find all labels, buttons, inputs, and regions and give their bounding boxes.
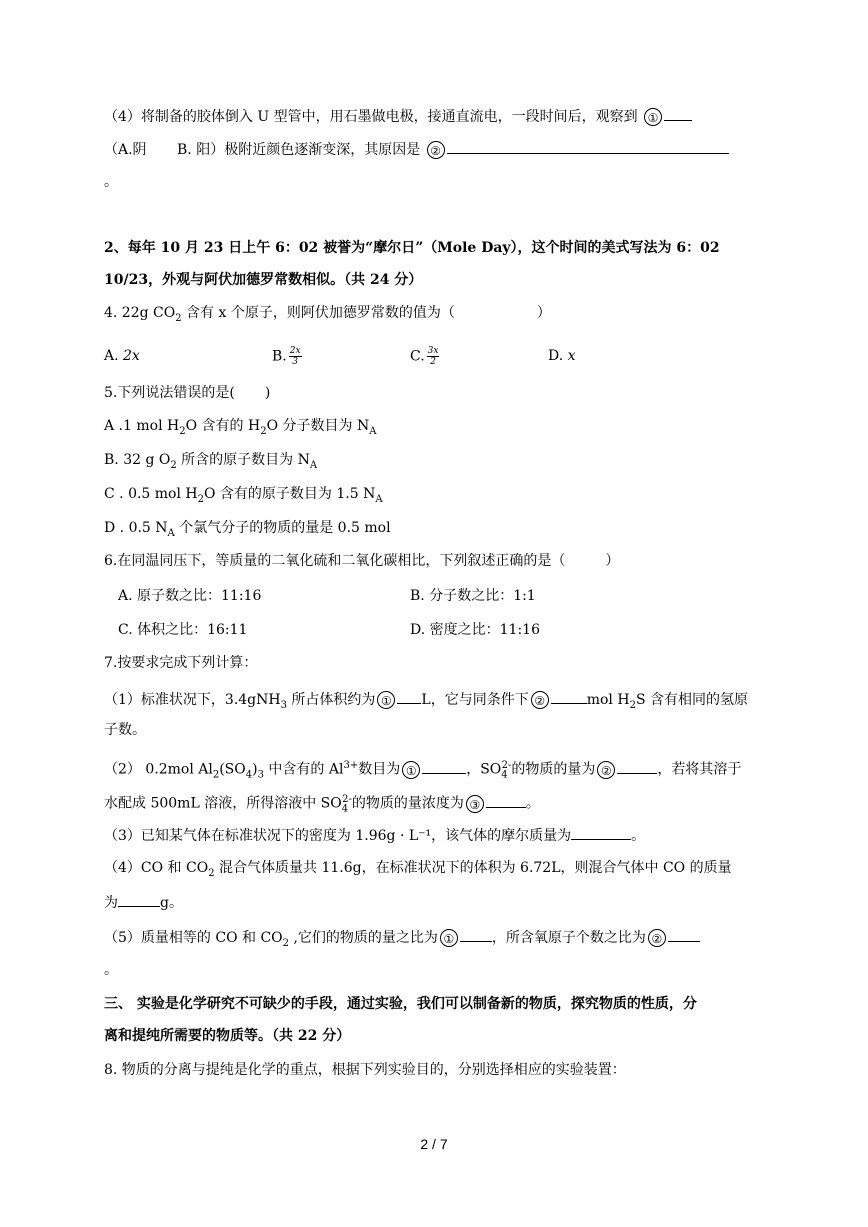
q7-part2: （2） 0.2mol $Al_2(SO_4)_3$ 中含有的 $Al^{3+}$数目为 ① ，$SO_4^{2-}$的物质的量为 ② ，若将其溶于 <box>104 756 741 785</box>
answer-blank[interactable] <box>668 926 700 942</box>
q7-part5-cont: 。 <box>104 962 118 978</box>
q5-option-d[interactable]: D . 0.5 $N_A$ 个氯气分子的物质的量是 0.5 mol <box>104 520 391 539</box>
q5-option-a[interactable]: A .1 mol $H_2O$ 含有的 $H_2O$ 分子数目为 $N_A$ <box>104 418 377 437</box>
answer-blank[interactable] <box>118 891 160 907</box>
q4-part4-line1: （4）将制备的胶体倒入 U 型管中，用石墨做电极，接通直流电，一段时间后，观察到 ① <box>104 105 692 127</box>
answer-blank[interactable] <box>664 105 692 121</box>
q4-stem: 4. 22g $CO_2$ 含有 x 个原子，则阿伏加德罗常数的值为（ ） <box>104 305 551 324</box>
q4-option-d[interactable]: D. x <box>548 348 576 364</box>
q7-part5: （5）质量相等的 CO 和 $CO_2$ ,它们的物质的量之比为 ① ，所含氧原子个数之比为 ② <box>104 926 700 954</box>
q7-part2-cont: 水配成 500mL 溶液，所得溶液中 $SO_4^{2-}$的物质的量浓度为 ③ 。 <box>104 790 540 819</box>
q6-option-b[interactable]: B. 分子数之比：1:1 <box>410 588 536 604</box>
q5-option-c[interactable]: C . 0.5 mol $H_2O$ 含有的原子数目为 1.5 $N_A$ <box>104 486 383 505</box>
q5-stem: 5.下列说法错误的是( ) <box>104 385 271 401</box>
q6-option-c[interactable]: C. 体积之比：16:11 <box>118 622 248 638</box>
q4-options <box>104 346 804 372</box>
q4-option-b[interactable]: B. $\frac{2x}{3}$ <box>272 346 301 367</box>
q5-option-b[interactable]: B. 32 g $O_2$ 所含的原子数目为 $N_A$ <box>104 452 318 471</box>
q7-part1: （1）标准状况下，3.4gNH$_3$ 所占体积约为 ① L，它与同条件下 ② mol $H_2S$ 含有相同的氢原 <box>104 688 748 716</box>
q4-part4-line3: 。 <box>104 174 118 190</box>
q6-option-a[interactable]: A. 原子数之比：11:16 <box>118 588 262 604</box>
section-3-heading-cont: 离和提纯所需要的物质等。（共 22 分） <box>104 1028 351 1044</box>
answer-blank[interactable] <box>617 758 657 774</box>
q8-stem: 8. 物质的分离与提纯是化学的重点，根据下列实验目的，分别选择相应的实验装置： <box>104 1062 626 1078</box>
answer-blank[interactable] <box>571 824 631 840</box>
answer-blank[interactable] <box>551 688 587 704</box>
q7-part4: （4）CO 和 $CO_2$ 混合气体质量共 11.6g，在标准状况下的体积为 6.72L，则混合气体中 CO 的质量 <box>104 860 732 879</box>
q6-stem: 6.在同温同压下，等质量的二氧化硫和二氧化碳相比，下列叙述正确的是（ ） <box>104 553 620 569</box>
q4-option-c[interactable]: C. $\frac{3x}{2}$ <box>410 346 439 367</box>
section-3-heading: 三、 实验是化学研究不可缺少的手段，通过实验，我们可以制备新的物质，探究物质的性质，分 <box>104 996 697 1012</box>
q7-part4-cont: 为 g。 <box>104 891 183 913</box>
q4-part4-line2: （A.阴 B. 阳）极附近颜色逐渐变深，其原因是 ② <box>104 138 729 160</box>
section-2-heading: 2、每年 10 月 23 日上午 6：02 被誉为“摩尔日”（Mole Day），这个时间的美式写法为 6：02 <box>104 240 720 256</box>
answer-blank[interactable] <box>447 138 729 154</box>
answer-blank[interactable] <box>460 926 492 942</box>
answer-blank[interactable] <box>397 688 421 704</box>
q4-option-a[interactable]: A. 2x <box>104 348 140 364</box>
answer-blank[interactable] <box>486 792 526 808</box>
answer-blank-marker: ① <box>644 108 662 126</box>
q6-option-d[interactable]: D. 密度之比：11:16 <box>410 622 540 638</box>
section-2-heading-cont: 10/23，外观与阿伏加德罗常数相似。（共 24 分） <box>104 272 423 288</box>
answer-blank-marker: ② <box>427 141 445 159</box>
q7-part3: （3）已知某气体在标准状况下的密度为 1.96g · L⁻¹，该气体的摩尔质量为 。 <box>104 824 645 846</box>
page-number: 2 / 7 <box>420 1136 448 1152</box>
q7-part1-cont: 子数。 <box>104 722 146 738</box>
answer-blank[interactable] <box>422 758 466 774</box>
q7-stem: 7.按要求完成下列计算： <box>104 655 258 671</box>
